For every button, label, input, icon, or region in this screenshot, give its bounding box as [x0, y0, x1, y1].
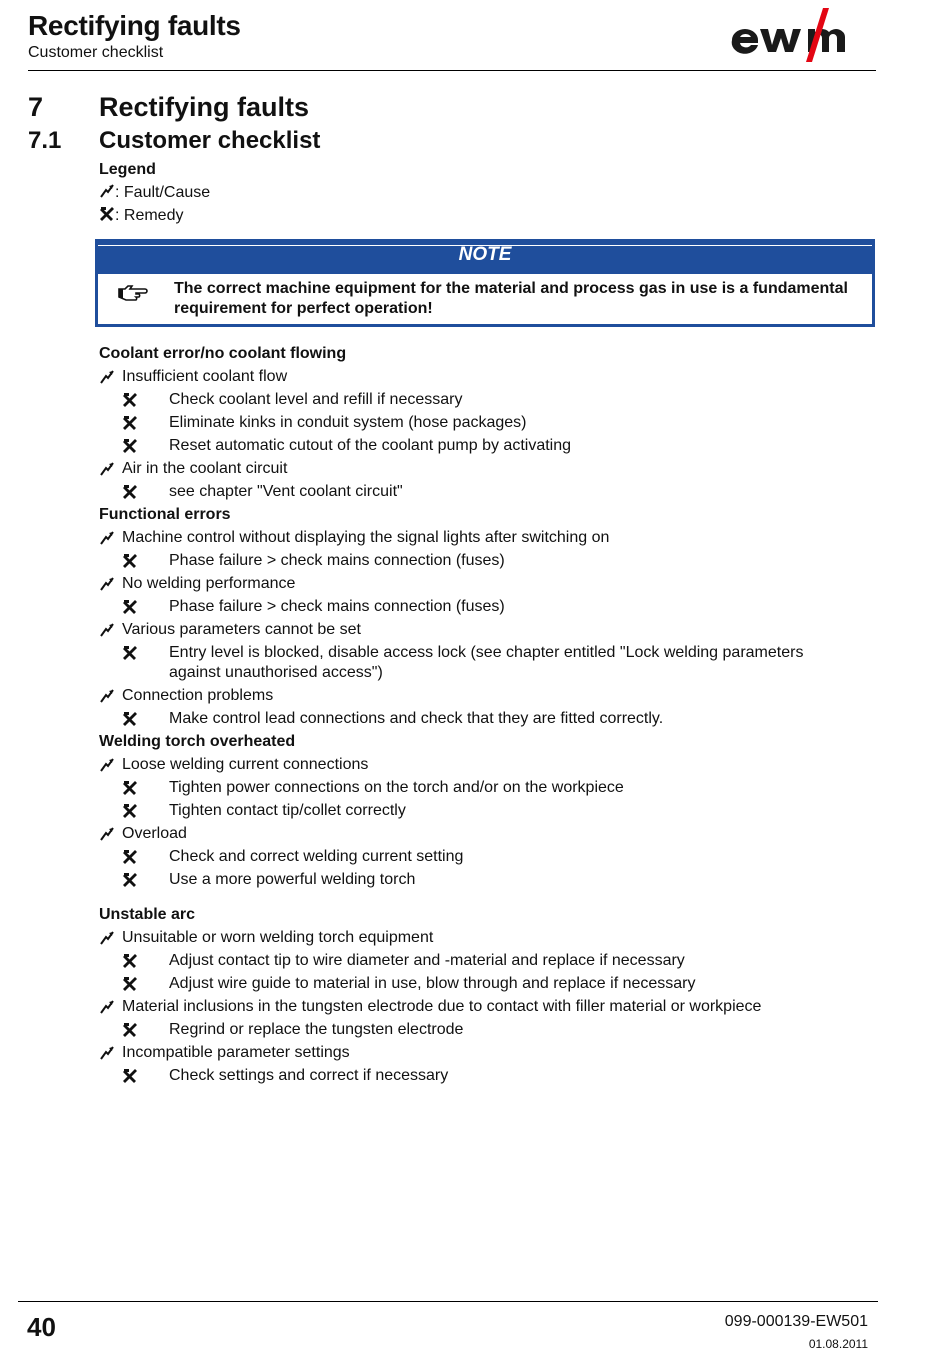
- remedy-text: Adjust wire guide to material in use, blow through and replace if necessary: [169, 975, 696, 992]
- remedy-text: Adjust contact tip to wire diameter and -material and replace if necessary: [169, 952, 685, 969]
- note-label: NOTE: [458, 244, 512, 265]
- tools-remedy-icon: [122, 1022, 138, 1038]
- lightning-fault-icon: [99, 369, 115, 385]
- tools-remedy-icon: [122, 645, 138, 661]
- tools-remedy-icon: [122, 415, 138, 431]
- tools-remedy-icon: [122, 803, 138, 819]
- fault-item: [99, 822, 859, 845]
- tools-remedy-icon: [122, 553, 138, 569]
- remedy-item: [99, 868, 859, 891]
- remedy-text: Reset automatic cutout of the coolant pump by activating: [169, 437, 572, 454]
- page-header-subtitle: Customer checklist: [28, 44, 164, 61]
- header-rule: [28, 70, 876, 71]
- lightning-fault-icon: [99, 1045, 115, 1061]
- remedy-item: [99, 434, 859, 457]
- fault-item: [99, 526, 859, 549]
- tools-remedy-icon: [122, 711, 138, 727]
- remedy-item: [99, 549, 859, 572]
- checklist-section-title: Coolant error/no coolant flowing: [99, 345, 347, 362]
- lightning-fault-icon: [99, 183, 115, 199]
- remedy-text: Use a more powerful welding torch: [169, 871, 416, 888]
- note-box: [95, 239, 875, 327]
- ewm-logo: [728, 6, 860, 64]
- fault-item: [99, 753, 859, 776]
- section-title: Customer checklist: [99, 127, 321, 154]
- tools-remedy-icon: [122, 872, 138, 888]
- fault-item: [99, 995, 859, 1018]
- tools-remedy-icon: [122, 976, 138, 992]
- note-text: The correct machine equipment for the material and process gas in use is a fundamental requirement for perfect operation!: [174, 280, 848, 317]
- checklist: [99, 342, 859, 1087]
- tools-remedy-icon: [122, 599, 138, 615]
- remedy-text: Check coolant level and refill if necessary: [169, 391, 463, 408]
- fault-item: [99, 618, 859, 641]
- legend-title: Legend: [99, 161, 156, 178]
- fault-text: Unsuitable or worn welding torch equipment: [122, 929, 434, 946]
- fault-text: Loose welding current connections: [122, 756, 369, 773]
- tools-remedy-icon: [122, 484, 138, 500]
- remedy-item: [99, 641, 859, 684]
- lightning-fault-icon: [99, 530, 115, 546]
- document-date: 01.08.2011: [808, 1337, 868, 1351]
- fault-text: No welding performance: [122, 575, 296, 592]
- tools-remedy-icon: [99, 206, 115, 222]
- remedy-item: [99, 1018, 859, 1041]
- chapter-number: 7: [28, 92, 44, 122]
- remedy-text: see chapter "Vent coolant circuit": [169, 483, 403, 500]
- tools-remedy-icon: [122, 953, 138, 969]
- note-header: [98, 242, 872, 274]
- remedy-text: Check and correct welding current setting: [169, 848, 464, 865]
- remedy-text: Entry level is blocked, disable access lock (see chapter entitled "Lock welding parameters against unauthorised access"): [169, 644, 804, 681]
- fault-text: Various parameters cannot be set: [122, 621, 361, 638]
- fault-item: [99, 572, 859, 595]
- fault-item: [99, 926, 859, 949]
- tools-remedy-icon: [122, 780, 138, 796]
- remedy-item: [99, 388, 859, 411]
- remedy-item: [99, 845, 859, 868]
- remedy-text: Regrind or replace the tungsten electrode: [169, 1021, 464, 1038]
- fault-item: [99, 684, 859, 707]
- legend-fault-text: : Fault/Cause: [115, 184, 211, 201]
- remedy-text: Phase failure > check mains connection (fuses): [169, 552, 505, 569]
- remedy-text: Phase failure > check mains connection (fuses): [169, 598, 505, 615]
- fault-text: Air in the coolant circuit: [122, 460, 288, 477]
- lightning-fault-icon: [99, 461, 115, 477]
- fault-item: [99, 365, 859, 388]
- remedy-item: [99, 776, 859, 799]
- fault-text: Material inclusions in the tungsten electrode due to contact with filler material or workpiece: [122, 998, 762, 1015]
- page-number: 40: [27, 1312, 56, 1342]
- remedy-text: Eliminate kinks in conduit system (hose packages): [169, 414, 527, 431]
- lightning-fault-icon: [99, 826, 115, 842]
- lightning-fault-icon: [99, 999, 115, 1015]
- document-number: 099-000139-EW501: [724, 1313, 868, 1330]
- lightning-fault-icon: [99, 622, 115, 638]
- remedy-text: Check settings and correct if necessary: [169, 1067, 449, 1084]
- legend-remedy-row: [99, 204, 210, 227]
- fault-text: Machine control without displaying the signal lights after switching on: [122, 529, 610, 546]
- remedy-item: [99, 595, 859, 618]
- chapter-title: Rectifying faults: [99, 92, 310, 122]
- fault-item: [99, 1041, 859, 1064]
- remedy-text: Tighten power connections on the torch and/or on the workpiece: [169, 779, 624, 796]
- fault-text: Overload: [122, 825, 187, 842]
- section-heading: [28, 127, 320, 155]
- tools-remedy-icon: [122, 392, 138, 408]
- checklist-section-title: Unstable arc: [99, 906, 196, 923]
- checklist-section-title: Welding torch overheated: [99, 733, 296, 750]
- legend-fault-row: [99, 181, 210, 204]
- remedy-text: Make control lead connections and check that they are fitted correctly.: [169, 710, 664, 727]
- remedy-item: [99, 799, 859, 822]
- remedy-item: [99, 949, 859, 972]
- fault-text: Insufficient coolant flow: [122, 368, 288, 385]
- tools-remedy-icon: [122, 849, 138, 865]
- pointing-hand-icon: [118, 284, 148, 302]
- tools-remedy-icon: [122, 1068, 138, 1084]
- lightning-fault-icon: [99, 757, 115, 773]
- checklist-section-title: Functional errors: [99, 506, 231, 523]
- page-header-title: Rectifying faults: [28, 10, 241, 41]
- chapter-heading: [28, 92, 309, 123]
- fault-text: Connection problems: [122, 687, 274, 704]
- legend: [99, 159, 210, 227]
- remedy-item: [99, 707, 859, 730]
- remedy-item: [99, 480, 859, 503]
- lightning-fault-icon: [99, 576, 115, 592]
- lightning-fault-icon: [99, 688, 115, 704]
- tools-remedy-icon: [122, 438, 138, 454]
- fault-text: Incompatible parameter settings: [122, 1044, 350, 1061]
- footer-rule: [18, 1301, 878, 1302]
- section-number: 7.1: [28, 127, 62, 154]
- lightning-fault-icon: [99, 930, 115, 946]
- remedy-text: Tighten contact tip/collet correctly: [169, 802, 406, 819]
- remedy-item: [99, 411, 859, 434]
- fault-item: [99, 457, 859, 480]
- remedy-item: [99, 972, 859, 995]
- remedy-item: [99, 1064, 859, 1087]
- legend-remedy-text: : Remedy: [115, 207, 184, 224]
